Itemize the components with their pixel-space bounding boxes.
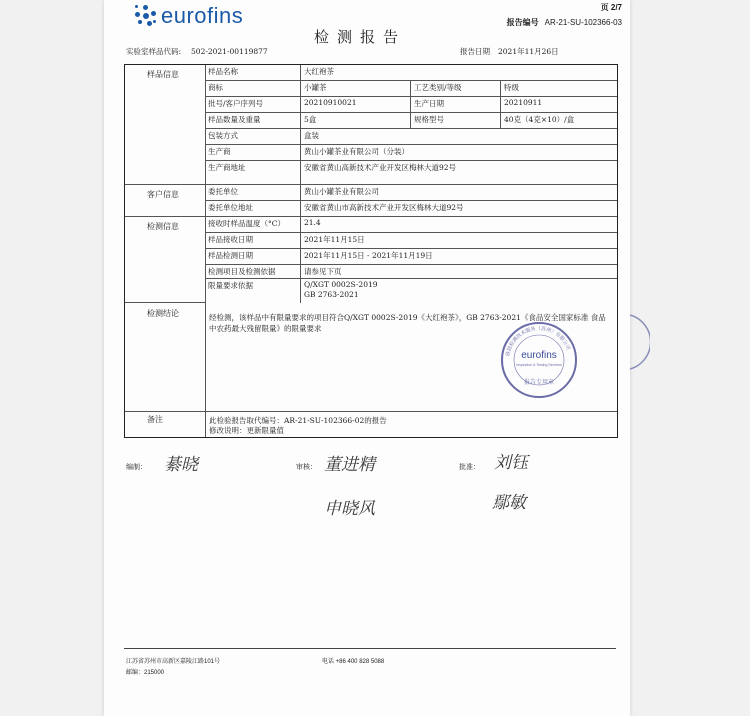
limit-standard-2: GB 2763-2021: [304, 290, 359, 299]
footer-phone: 电话 +86 400 828 5088: [322, 659, 385, 665]
label-production-date: 生产日期: [410, 97, 500, 113]
lab-sample-code-label: 实验室样品代码:: [126, 47, 182, 56]
table-row: [205, 96, 617, 113]
label-process: 工艺类别/等级: [410, 81, 500, 97]
table-row: [205, 278, 617, 303]
brand-name: eurofins: [161, 3, 244, 28]
table-row: [205, 128, 617, 145]
section-sample-info: 样品信息: [147, 70, 179, 79]
section-remarks: 备注: [147, 415, 163, 424]
limit-standard-1: Q/XGT 0002S-2019: [304, 280, 378, 289]
remarks: [209, 416, 387, 436]
approved-by-signature: 刘钰: [494, 453, 528, 473]
approved-by-label: 批准：: [459, 463, 480, 471]
lab-sample-code-value: 502-2021-00119877: [191, 47, 268, 56]
label-client: 委托单位: [208, 187, 238, 196]
label-limit-basis: 限量要求依据: [208, 281, 253, 290]
report-seal-stamp: [499, 320, 579, 400]
remarks-line-1: 此检验报告取代编号：AR-21-SU-102366-02的报告: [209, 416, 387, 425]
label-client-address: 委托单位地址: [208, 203, 253, 212]
table-row: [205, 80, 617, 97]
approved-by-signature-2: 鄢敏: [492, 493, 526, 513]
reviewed-by-signature: 董进精: [324, 455, 375, 475]
report-date: [460, 46, 559, 57]
label-sample-temperature: 接收时样品温度（°C）: [208, 219, 285, 228]
value-process: 特级: [500, 81, 617, 97]
table-row: [205, 216, 617, 233]
label-test-items: 检测项目及检测依据: [208, 267, 276, 276]
value-client-address: 安徽省黄山市高新技术产业开发区梅林大道92号: [300, 201, 617, 217]
value-brand: 小罐茶: [300, 81, 410, 97]
label-received-date: 样品接收日期: [208, 235, 253, 244]
report-number-label: 报告编号: [506, 18, 539, 27]
value-packaging: 盒装: [300, 129, 617, 145]
conclusion-text: 经检测，该样品中有限量要求的项目符合Q/XGT 0002S-2019《大红袍茶》，GB 2763-2021《食品安全国家标准 食品中农药最大残留限量》的限量要求: [209, 313, 606, 333]
table-row: [205, 184, 617, 201]
page-title: 检测报告: [314, 28, 407, 46]
stamp-subtitle: Inspection & Testing Services: [516, 363, 562, 367]
value-manufacturer-address: 安徽省黄山高新技术产业开发区梅林大道92号: [300, 161, 617, 185]
table-row: [205, 65, 617, 80]
label-batch: 批号/客户序列号: [208, 99, 264, 108]
value-sample-name: 大红袍茶: [300, 65, 617, 80]
footer-address: 江苏省苏州市高新区嘉陵江路101号: [126, 659, 221, 665]
value-test-items: 请参见下页: [300, 265, 617, 279]
report-number-value: AR-21-SU-102366-03: [544, 18, 622, 27]
eurofins-dots-icon: [135, 5, 157, 27]
label-manufacturer: 生产商: [208, 147, 231, 156]
footer-postcode: 邮编：215000: [126, 670, 165, 676]
remarks-line-2: 修改说明：更新限量值: [209, 426, 284, 435]
table-row: [205, 200, 617, 217]
stamp-seal-text: 报告专用章: [523, 379, 555, 386]
label-spec: 规格型号: [410, 113, 500, 129]
table-row: [205, 264, 617, 279]
report-date-value: 2021年11月26日: [498, 47, 559, 56]
table-row: [205, 112, 617, 129]
value-limit-basis: [300, 279, 617, 303]
value-quantity: 5盒: [300, 113, 410, 129]
table-row: [205, 248, 617, 265]
label-brand: 商标: [208, 83, 223, 92]
table-row: [205, 232, 617, 249]
label-test-date: 样品检测日期: [208, 251, 253, 260]
label-sample-name: 样品名称: [208, 67, 238, 76]
label-manufacturer-address: 生产商地址: [208, 163, 246, 172]
table-row: [205, 144, 617, 161]
section-client-info: 客户信息: [147, 190, 179, 199]
table-row: [205, 160, 617, 185]
report-page: [104, 0, 630, 716]
compiled-by-label: 编制：: [126, 463, 147, 471]
report-number: [507, 17, 622, 28]
edge-seal-stamp: [610, 312, 650, 372]
value-test-date: 2021年11月15日 - 2021年11月19日: [300, 249, 617, 265]
value-client: 黄山小罐茶业有限公司: [300, 185, 617, 201]
reviewed-by-label: 审核：: [296, 463, 317, 471]
value-production-date: 20210911: [500, 97, 617, 113]
eurofins-logo: [135, 4, 243, 28]
value-received-date: 2021年11月15日: [300, 233, 617, 249]
reviewed-by-signature-2: 申晓风: [324, 499, 375, 519]
lab-sample-code: [126, 46, 268, 57]
section-conclusion: 检测结论: [147, 309, 179, 318]
label-packaging: 包装方式: [208, 131, 238, 140]
value-sample-temperature: 21.4: [300, 217, 617, 233]
label-quantity: 样品数量及重量: [208, 115, 261, 124]
page-number: 页 2/7: [600, 3, 622, 12]
stamp-brand: eurofins: [521, 350, 557, 361]
stamp-ring-text: 欧陆检测技术服务（苏州）有限公司: [505, 325, 572, 357]
value-manufacturer: 黄山小罐茶业有限公司（分装）: [300, 145, 617, 161]
report-date-label: 报告日期: [460, 47, 490, 56]
section-test-info: 检测信息: [147, 222, 179, 231]
value-spec: 40克（4克×10）/盒: [500, 113, 617, 129]
value-batch: 20210910021: [300, 97, 410, 113]
compiled-by-signature: 綦晓: [164, 455, 198, 475]
